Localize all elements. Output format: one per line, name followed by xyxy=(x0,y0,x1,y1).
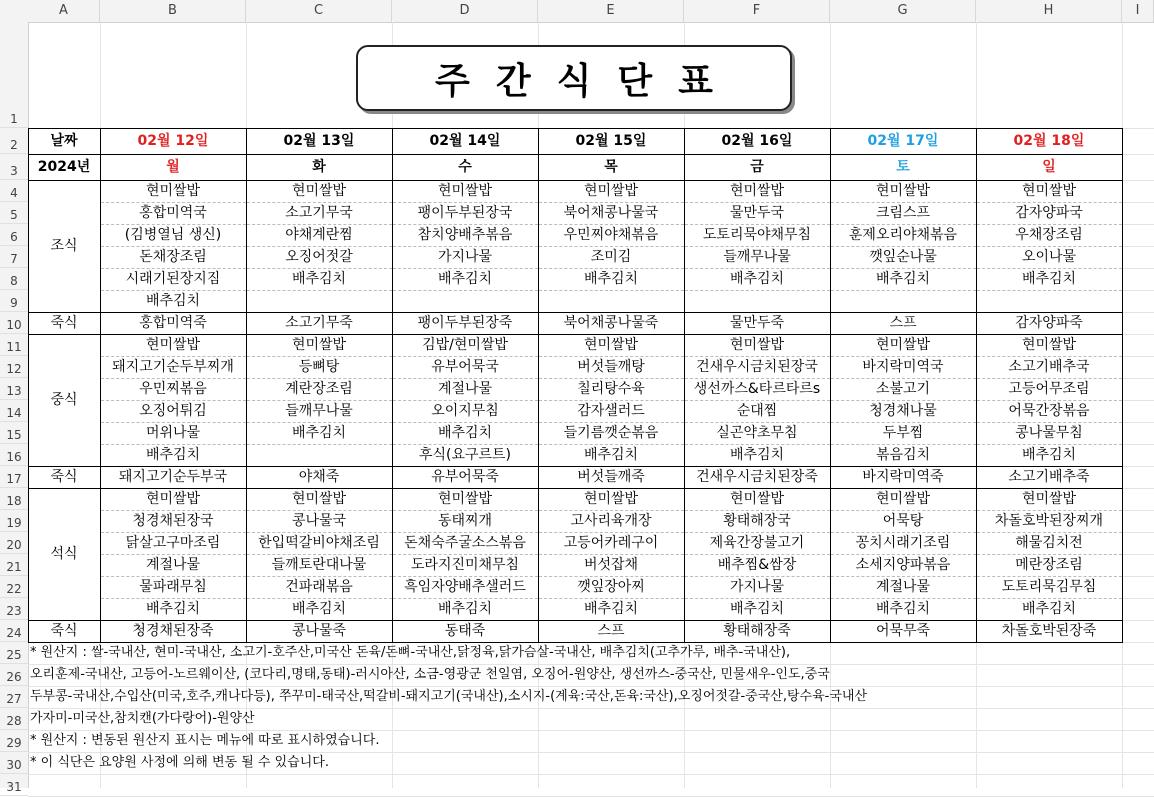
porridge-item: 동태죽 xyxy=(444,623,486,639)
menu-item: 현미쌀밥 xyxy=(729,183,785,199)
lunch-label: 중식 xyxy=(50,392,78,408)
menu-item: 후식(요구르트) xyxy=(418,447,512,463)
row-header-23[interactable]: 23 xyxy=(0,598,28,620)
menu-item: 소고기배추국 xyxy=(1008,359,1090,375)
porridge-item: 돼지고기순두부국 xyxy=(118,469,228,485)
menu-item: 동태찌개 xyxy=(437,513,493,529)
menu-item: 실곤약초무침 xyxy=(716,425,798,441)
menu-item: 소세지양파볶음 xyxy=(855,557,951,573)
menu-item: 건파래볶음 xyxy=(285,579,353,595)
column-header-g[interactable]: G xyxy=(830,0,976,22)
menu-item: 계절나물 xyxy=(145,557,201,573)
menu-item: 오징어젓갈 xyxy=(285,249,353,265)
menu-item: 콩나물무침 xyxy=(1015,425,1083,441)
porridge-item: 유부어묵죽 xyxy=(431,469,499,485)
porridge-item: 황태해장죽 xyxy=(723,623,791,639)
menu-item: 제육간장불고기 xyxy=(709,535,805,551)
menu-item: 볶음김치 xyxy=(875,447,931,463)
menu-item: 배추김치 xyxy=(729,601,785,617)
column-header-c[interactable]: C xyxy=(246,0,392,22)
menu-item: 고등어무조림 xyxy=(1008,381,1090,397)
row-header-24[interactable]: 24 xyxy=(0,620,28,642)
porridge-label: 죽식 xyxy=(50,469,78,485)
menu-item: 현미쌀밥 xyxy=(1021,491,1077,507)
menu-item: 야채계란찜 xyxy=(285,227,353,243)
menu-item: 배추김치 xyxy=(875,271,931,287)
menu-item: 고등어카레구이 xyxy=(563,535,659,551)
menu-item: 계절나물 xyxy=(875,579,931,595)
menu-item: 북어채콩나물국 xyxy=(563,205,659,221)
menu-item: 현미쌀밥 xyxy=(291,491,347,507)
menu-item: 오이나물 xyxy=(1021,249,1077,265)
menu-item: 우채장조림 xyxy=(1015,227,1083,243)
row-header-16[interactable]: 16 xyxy=(0,444,28,466)
porridge-item: 홍합미역죽 xyxy=(139,315,207,331)
row-header-29[interactable]: 29 xyxy=(0,730,28,752)
menu-item: 조미김 xyxy=(590,249,632,265)
menu-item: 참치양배추볶음 xyxy=(417,227,513,243)
menu-item: 황태해장국 xyxy=(723,513,791,529)
menu-item: 훈제오리야채볶음 xyxy=(848,227,958,243)
menu-item: 계란장조림 xyxy=(285,381,353,397)
porridge-item: 어묵무죽 xyxy=(875,623,931,639)
menu-item: 현미쌀밥 xyxy=(291,337,347,353)
row-header-20[interactable]: 20 xyxy=(0,532,28,554)
row-header-31[interactable]: 31 xyxy=(0,774,28,796)
menu-item: 청경채나물 xyxy=(869,403,937,419)
menu-item: 소고기무국 xyxy=(285,205,353,221)
menu-item: 현미쌀밥 xyxy=(875,183,931,199)
day-header: 화 xyxy=(312,159,326,175)
menu-item: 배추김치 xyxy=(1021,601,1077,617)
porridge-item: 버섯들깨죽 xyxy=(577,469,645,485)
row-header-13[interactable]: 13 xyxy=(0,378,28,400)
page-title: 주간식단표 xyxy=(435,60,739,102)
day-header: 월 xyxy=(166,159,180,175)
menu-item: 현미쌀밥 xyxy=(729,491,785,507)
menu-item: 현미쌀밥 xyxy=(1021,337,1077,353)
day-header: 금 xyxy=(750,159,764,175)
row-header-10[interactable]: 10 xyxy=(0,312,28,334)
row-header-25[interactable]: 25 xyxy=(0,642,28,664)
row-header-21[interactable]: 21 xyxy=(0,554,28,576)
menu-item: 배추김치 xyxy=(875,601,931,617)
menu-item: 돼지고기순두부찌개 xyxy=(112,359,234,375)
row-header-15[interactable]: 15 xyxy=(0,422,28,444)
menu-item: 현미쌀밥 xyxy=(583,491,639,507)
menu-item: 해물김치전 xyxy=(1015,535,1083,551)
menu-item: 감자샐러드 xyxy=(577,403,645,419)
day-header: 토 xyxy=(896,159,910,175)
menu-item: 차돌호박된장찌개 xyxy=(994,513,1104,529)
day-header: 일 xyxy=(1042,159,1056,175)
note-line: 오리훈제-국내산, 고등어-노르웨이산, (코다리,명태,동태)-러시아산, 소금-영광군 천일염, 오징어-원양산, 생선까스-중국산, 민물새우-인도,중국 xyxy=(30,667,830,682)
row-header-6[interactable]: 6 xyxy=(0,224,28,246)
menu-item: 배추김치 xyxy=(291,425,347,441)
menu-item: 현미쌀밥 xyxy=(145,491,201,507)
porridge-item: 스프 xyxy=(597,623,625,639)
porridge-item: 소고기무죽 xyxy=(285,315,353,331)
menu-item: 들깨무나물 xyxy=(285,403,353,419)
menu-item: 돈채장조림 xyxy=(139,249,207,265)
menu-item: 현미쌀밥 xyxy=(583,183,639,199)
menu-item: 현미쌀밥 xyxy=(729,337,785,353)
menu-item: 생선까스&타르타르s xyxy=(693,381,821,397)
menu-item: 배추김치 xyxy=(583,447,639,463)
menu-item: 돈채숙주굴소스볶음 xyxy=(404,535,526,551)
row-header-22[interactable]: 22 xyxy=(0,576,28,598)
note-line: 두부콩-국내산,수입산(미국,호주,캐나다등), 쭈꾸미-태국산,떡갈비-돼지고기(국내산),소시지-(계육:국산,돈육:국산),오징어젓갈-중국산,탕수육-국내산 xyxy=(30,689,868,704)
menu-item xyxy=(684,290,830,312)
menu-item: 현미쌀밥 xyxy=(437,183,493,199)
menu-item: 현미쌀밥 xyxy=(875,491,931,507)
menu-item xyxy=(976,290,1122,312)
menu-item: 들기름깻순볶음 xyxy=(563,425,659,441)
row-header-1[interactable]: 1 xyxy=(0,22,28,128)
menu-item: 머위나물 xyxy=(145,425,201,441)
menu-item: 배추김치 xyxy=(1021,447,1077,463)
menu-item: 건새우시금치된장국 xyxy=(696,359,818,375)
menu-item: 오징어튀김 xyxy=(139,403,207,419)
column-header-b[interactable]: B xyxy=(100,0,246,22)
menu-item: 도토리묵야채무침 xyxy=(702,227,812,243)
menu-item: 한입떡갈비야채조림 xyxy=(258,535,380,551)
date-header: 02월 15일 xyxy=(575,133,647,149)
row-header-18[interactable]: 18 xyxy=(0,488,28,510)
menu-item: 등뼈탕 xyxy=(298,359,340,375)
row-header-2[interactable]: 2 xyxy=(0,128,28,154)
row-header-8[interactable]: 8 xyxy=(0,268,28,290)
menu-item: 청경채된장국 xyxy=(132,513,214,529)
menu-item xyxy=(830,290,976,312)
menu-item: 바지락미역국 xyxy=(862,359,944,375)
row-header-5[interactable]: 5 xyxy=(0,202,28,224)
note-line: * 원산지 : 변동된 원산지 표시는 메뉴에 따로 표시하였습니다. xyxy=(30,733,380,748)
menu-item: 배추김치 xyxy=(583,601,639,617)
row-header-11[interactable]: 11 xyxy=(0,334,28,356)
menu-item: 배추김치 xyxy=(729,447,785,463)
menu-item: 배추김치 xyxy=(1021,271,1077,287)
menu-item: 가지나물 xyxy=(729,579,785,595)
column-header-bar xyxy=(0,0,1154,23)
menu-item: 메란장조림 xyxy=(1015,557,1083,573)
menu-item: 고사리육개장 xyxy=(570,513,652,529)
menu-item: 어묵간장볶음 xyxy=(1008,403,1090,419)
menu-item: 깻잎장아찌 xyxy=(577,579,645,595)
row-header-17[interactable]: 17 xyxy=(0,466,28,488)
menu-item: 깻잎순나물 xyxy=(869,249,937,265)
note-line: * 이 식단은 요양원 사정에 의해 변동 될 수 있습니다. xyxy=(30,755,329,770)
porridge-item: 콩나물죽 xyxy=(291,623,347,639)
menu-item xyxy=(392,290,538,312)
menu-item: 두부찜 xyxy=(882,425,924,441)
menu-item: 배추김치 xyxy=(145,447,201,463)
row-header-bar xyxy=(0,22,29,794)
row-header-7[interactable]: 7 xyxy=(0,246,28,268)
menu-item: 버섯잡채 xyxy=(583,557,639,573)
menu-item: 배추김치 xyxy=(437,601,493,617)
row-header-19[interactable]: 19 xyxy=(0,510,28,532)
menu-item: 들깨토란대나물 xyxy=(271,557,367,573)
menu-item: 순대찜 xyxy=(736,403,778,419)
column-header-a[interactable]: A xyxy=(28,0,100,22)
menu-item: 물만두국 xyxy=(729,205,785,221)
dinner-label: 석식 xyxy=(50,546,78,562)
day-header: 수 xyxy=(458,159,472,175)
date-header: 02월 18일 xyxy=(1013,133,1085,149)
menu-item: 도토리묵김무침 xyxy=(1001,579,1097,595)
column-header-e[interactable]: E xyxy=(538,0,684,22)
menu-item: 어묵탕 xyxy=(882,513,924,529)
menu-item: (김병열님 생신) xyxy=(124,227,222,243)
menu-item xyxy=(246,290,392,312)
menu-item: 현미쌀밥 xyxy=(291,183,347,199)
menu-item: 배추김치 xyxy=(437,271,493,287)
menu-item: 배추김치 xyxy=(437,425,493,441)
menu-item xyxy=(246,444,392,466)
menu-item: 배추김치 xyxy=(145,601,201,617)
menu-item: 우민찌야채볶음 xyxy=(563,227,659,243)
day-header: 목 xyxy=(604,159,618,175)
porridge-item: 물만두죽 xyxy=(729,315,785,331)
table-border xyxy=(1122,128,1123,642)
menu-item: 크림스프 xyxy=(875,205,931,221)
column-header-f[interactable]: F xyxy=(684,0,830,22)
date-label: 날짜 xyxy=(50,133,78,149)
menu-item: 배추찜&쌈장 xyxy=(717,557,797,573)
date-header: 02월 14일 xyxy=(429,133,501,149)
porridge-item: 북어채콩나물죽 xyxy=(563,315,659,331)
menu-item: 들깨무나물 xyxy=(723,249,791,265)
menu-item: 배추김치 xyxy=(291,601,347,617)
breakfast-label: 조식 xyxy=(50,238,78,254)
menu-item: 현미쌀밥 xyxy=(145,183,201,199)
menu-item: 가지나물 xyxy=(437,249,493,265)
porridge-item: 팽이두부된장죽 xyxy=(417,315,513,331)
menu-item: 현미쌀밥 xyxy=(1021,183,1077,199)
date-header: 02월 12일 xyxy=(137,133,209,149)
porridge-label: 죽식 xyxy=(50,623,78,639)
porridge-label: 죽식 xyxy=(50,315,78,331)
porridge-item: 건새우시금치된장죽 xyxy=(696,469,818,485)
date-header: 02월 17일 xyxy=(867,133,939,149)
menu-item: 우민찌볶음 xyxy=(139,381,207,397)
porridge-item: 감자양파죽 xyxy=(1015,315,1083,331)
menu-item: 계절나물 xyxy=(437,381,493,397)
row-header-12[interactable]: 12 xyxy=(0,356,28,378)
row-header-26[interactable]: 26 xyxy=(0,664,28,686)
year-label: 2024년 xyxy=(37,159,91,175)
menu-item: 현미쌀밥 xyxy=(875,337,931,353)
date-header: 02월 13일 xyxy=(283,133,355,149)
porridge-item: 스프 xyxy=(889,315,917,331)
row-header-9[interactable]: 9 xyxy=(0,290,28,312)
column-header-i[interactable]: I xyxy=(1122,0,1154,22)
row-header-14[interactable]: 14 xyxy=(0,400,28,422)
menu-item: 물파래무침 xyxy=(139,579,207,595)
row-header-27[interactable]: 27 xyxy=(0,686,28,708)
menu-item: 콩나물국 xyxy=(291,513,347,529)
porridge-item: 차돌호박된장죽 xyxy=(1001,623,1097,639)
note-line: * 원산지 : 쌀-국내산, 현미-국내산, 소고기-호주산,미국산 돈육/돈뼈-국내산,닭정육,닭가슴살-국내산, 배추김치(고추가루, 배추-국내산), xyxy=(30,645,791,660)
menu-item: 배추김치 xyxy=(291,271,347,287)
porridge-item: 소고기배추죽 xyxy=(1008,469,1090,485)
porridge-item: 야채죽 xyxy=(298,469,340,485)
note-line: 가자미-미국산,참치캔(가다랑어)-원양산 xyxy=(30,711,255,726)
menu-item: 배추김치 xyxy=(729,271,785,287)
row-header-28[interactable]: 28 xyxy=(0,708,28,730)
menu-item: 닭살고구마조림 xyxy=(125,535,221,551)
menu-item: 감자양파국 xyxy=(1015,205,1083,221)
porridge-item: 청경채된장죽 xyxy=(132,623,214,639)
date-header: 02월 16일 xyxy=(721,133,793,149)
row-header-30[interactable]: 30 xyxy=(0,752,28,774)
menu-item: 흑임자양배추샐러드 xyxy=(404,579,526,595)
title-box xyxy=(356,45,792,111)
menu-item: 김밥/현미쌀밥 xyxy=(422,337,508,353)
menu-item xyxy=(538,290,684,312)
column-header-h[interactable]: H xyxy=(976,0,1122,22)
porridge-item: 바지락미역죽 xyxy=(862,469,944,485)
menu-item: 팽이두부된장국 xyxy=(417,205,513,221)
row-header-4[interactable]: 4 xyxy=(0,180,28,202)
menu-item: 오이지무침 xyxy=(431,403,499,419)
column-header-d[interactable]: D xyxy=(392,0,538,22)
row-header-3[interactable]: 3 xyxy=(0,154,28,180)
menu-item: 홍합미역국 xyxy=(139,205,207,221)
menu-item: 칠리탕수육 xyxy=(577,381,645,397)
menu-item: 배추김치 xyxy=(145,293,201,309)
menu-item: 유부어묵국 xyxy=(431,359,499,375)
menu-item: 시래기된장지짐 xyxy=(125,271,221,287)
menu-item: 배추김치 xyxy=(583,271,639,287)
menu-item: 현미쌀밥 xyxy=(583,337,639,353)
menu-item: 도라지진미채무침 xyxy=(410,557,520,573)
menu-item: 꽁치시래기조림 xyxy=(855,535,951,551)
menu-item: 버섯들깨탕 xyxy=(577,359,645,375)
grid-hline xyxy=(28,774,1154,775)
menu-item: 현미쌀밥 xyxy=(437,491,493,507)
menu-item: 소불고기 xyxy=(875,381,931,397)
menu-item: 현미쌀밥 xyxy=(145,337,201,353)
